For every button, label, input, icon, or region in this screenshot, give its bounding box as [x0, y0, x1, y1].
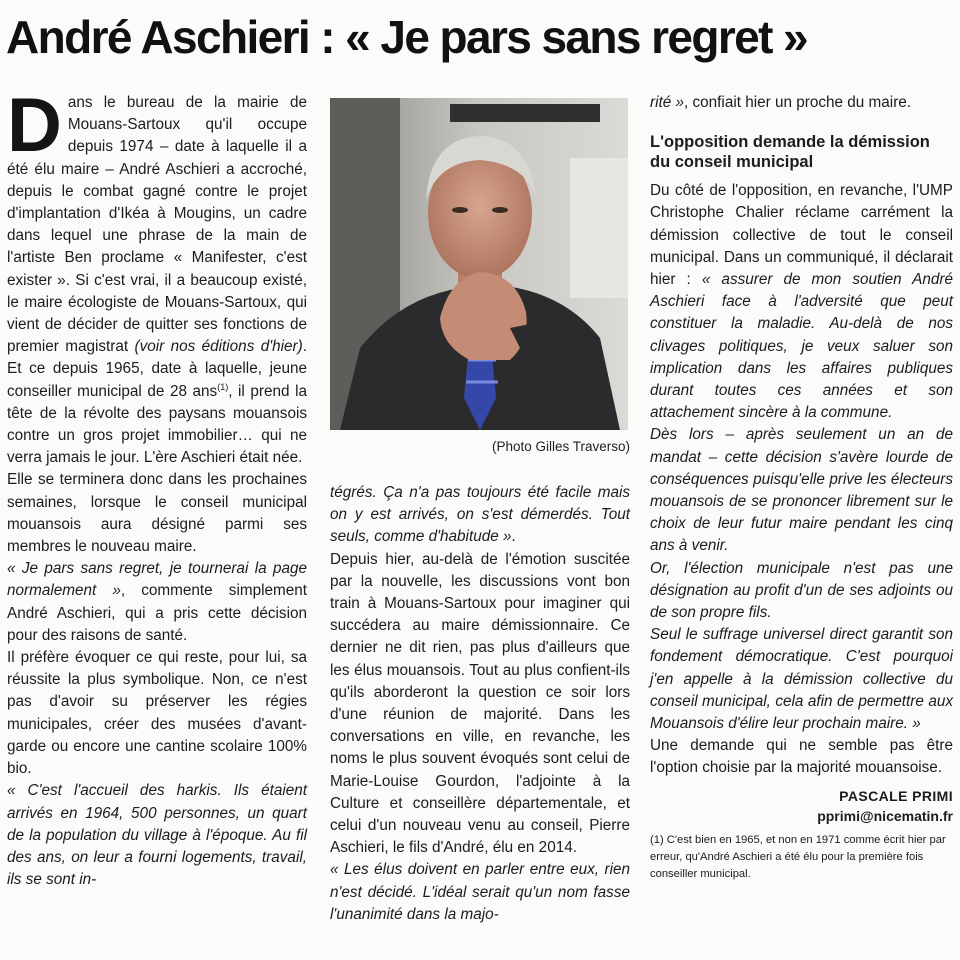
paragraph: Une demande qui ne semble pas être l'option choisie par la majorité mouansoise. [650, 737, 953, 777]
paragraph [7, 558, 307, 647]
paragraph-text: Du côté de l'opposition, en revanche, l'UMP Christophe Chalier réclame carrément la démission collective de tout le conseil municipal. Dans un communiqué, il déclarait hier : [650, 182, 953, 289]
paragraph-text: . [511, 528, 516, 546]
paragraph-italic: (voir nos éditions d'hier) [134, 338, 303, 356]
headline: André Aschieri : « Je pars sans regret » [6, 11, 808, 63]
footnote: (1) C'est bien en 1965, et non en 1971 comme écrit hier par erreur, qu'André Aschieri a été élu pour la première fois conseiller municipal. [650, 833, 946, 880]
drop-cap: D [7, 83, 62, 168]
photo-caption: (Photo Gilles Traverso) [491, 439, 630, 454]
quote: « C'est l'accueil des harkis. Ils étaient arrivés en 1964, 500 personnes, un quart de la population du village à l'époque. Au fil des ans, on leur a fourni logements, travail, ils se sont in- [7, 782, 307, 889]
article-column-2 [330, 482, 630, 926]
paragraph-text: , commente simplement André Aschieri, qui a pris cette décision pour des raisons de santé. [7, 582, 308, 644]
quote: rité » [650, 94, 685, 111]
quote: « Je pars sans regret, je tournerai la page normalement » [7, 560, 307, 600]
paragraph [7, 83, 307, 469]
article-column-1 [7, 83, 308, 891]
author-name: PASCALE PRIMI [839, 787, 953, 804]
quote: Or, l'élection municipale n'est pas une désignation au profit d'un de ses adjoints ou de son propre fils. [650, 559, 953, 622]
portrait-photo [330, 98, 628, 430]
paragraph: Il préfère évoquer ce qui reste, pour lui, sa réussite la plus symbolique. Non, ce n'est pas d'avoir su préserver les régies municipales, créer des musées d'avant-garde ou encore une cantine scolaire 100% bio. [7, 649, 307, 778]
paragraph-text: , confiait hier un proche du maire. [684, 94, 912, 111]
paragraph [650, 624, 953, 735]
portrait-illustration [330, 98, 628, 430]
quote: « assurer de mon soutien André Aschieri face à l'adversité que peut constituer la maladie. Au-delà de nos clivages politiques, je veux saluer son implication dans les affaires publiques durant toutes ces années et son attachement sincère à la commune. [650, 271, 953, 422]
quote: tégrés. Ça n'a pas toujours été facile mais on y est arrivés, on s'est démerdés. Tout seuls, comme d'habitude » [330, 484, 630, 546]
paragraph [7, 780, 307, 891]
paragraph: Depuis hier, au-delà de l'émotion suscitée par la nouvelle, les discussions vont bon train à Mouans-Sartoux pour imaginer qui succédera au maire démissionnaire. Ce dernier ne dit rien, pas plus d'ailleurs que les élus mouansois. Tout au plus confient-ils qu'ils aborderont la question ce soir lors d'une réunion de majorité. Dans les conversations en ville, en revanche, les noms le plus souvent évoqués sont celui de Marie-Louise Gourdon, l'adjointe à la Culture et conseillère départementale, et celui d'un nouveau venu au conseil, Pierre Aschieri, le fils d'André, élu en 2014. [330, 550, 630, 857]
quote: Seul le suffrage universel direct garantit son fondement démocratique. C'est pourquoi j'en appelle à la démission collective du conseil municipal, cela afin de permettre aux Mouansois d'élire leur prochain maire. » [650, 626, 953, 733]
quote: « Les élus doivent en parler entre eux, rien n'est décidé. L'idéal serait qu'un nom fasse l'unanimité dans la majo- [330, 861, 630, 923]
paragraph-text: , il prend la tête de la révolte des paysans mouansois contre un gros projet immobilier… qui ne verra jamais le jour. L'ère Aschieri était née. [7, 382, 307, 467]
paragraph [330, 859, 630, 926]
quote: Dès lors – après seulement un an de mandat – cette décision s'avère lourde de conséquences puisqu'elle prive les électeurs mouansois de se prononcer librement sur le choix de leur futur maire pendant les cinq ans à venir. [650, 426, 953, 555]
paragraph [650, 558, 953, 625]
paragraph [650, 180, 953, 424]
paragraph-text: . Et ce depuis 1965, date à laquelle, jeune conseiller municipal de 28 ans [7, 338, 307, 400]
article-column-3 [650, 92, 953, 883]
footnote-ref: (1) [217, 381, 229, 392]
paragraph [650, 424, 953, 557]
paragraph [650, 92, 953, 114]
subheading: L'opposition demande la démission du conseil municipal [650, 133, 930, 172]
paragraph [330, 482, 630, 549]
paragraph: Elle se terminera donc dans les prochaines semaines, lorsque le conseil municipal mouansois aura désigné parmi ses membres le nouveau maire. [7, 471, 307, 556]
paragraph-text: ans le bureau de la mairie de Mouans-Sartoux qu'il occupe depuis 1974 – date à laquelle il a été élu maire – André Aschieri a accroché, depuis le combat gagné contre le projet d'implantation d'Ikéa à Mougins, un cadre dans lequel une phrase de la main de l'artiste Ben proclame « Manifester, c'est exister ». Si c'est vrai, il a beaucoup existé, le maire écologiste de Mouans-Sartoux, qui vient de décider de quitter ses fonctions de premier magistrat [7, 94, 307, 356]
author-email: pprimi@nicematin.fr [817, 807, 953, 824]
